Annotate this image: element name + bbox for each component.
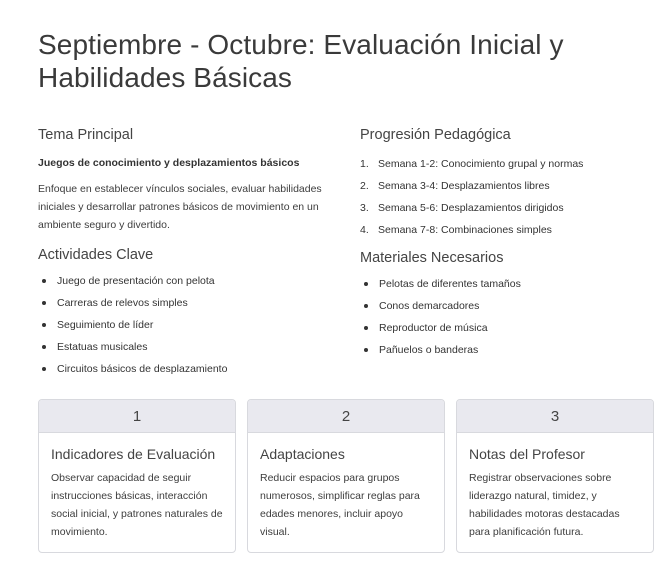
card-title: Adaptaciones — [260, 446, 345, 462]
list-item: Pelotas de diferentes tamaños — [360, 277, 650, 291]
list-item: Seguimiento de líder — [38, 318, 328, 332]
actividades-list — [38, 274, 328, 376]
list-item: 2. Semana 3-4: Desplazamientos libres — [360, 180, 550, 192]
card-adaptaciones — [247, 399, 445, 553]
page-title: Septiembre - Octubre: Evaluación Inicial y Habilidades Básicas — [38, 29, 564, 93]
progresion-heading: Progresión Pedagógica — [360, 127, 511, 143]
tema-principal-description: Enfoque en establecer vínculos sociales, evaluar habilidades iniciales y desarrollar patrones básicos de movimiento en un ambiente seguro y divertido. — [38, 183, 322, 231]
list-item: 1. Semana 1-2: Conocimiento grupal y normas — [360, 158, 584, 170]
card-indicadores — [38, 399, 236, 553]
card-text: Registrar observaciones sobre liderazgo natural, timidez, y habilidades motoras destacadas para planificación futura. — [469, 472, 620, 538]
list-item: 4. Semana 7-8: Combinaciones simples — [360, 224, 552, 236]
card-number: 3 — [457, 400, 653, 433]
materiales-list — [360, 277, 650, 357]
list-item: Juego de presentación con pelota — [38, 274, 328, 288]
card-notas — [456, 399, 654, 553]
materiales-heading: Materiales Necesarios — [360, 250, 504, 266]
card-text: Reducir espacios para grupos numerosos, simplificar reglas para edades menores, incluir apoyo visual. — [260, 472, 420, 538]
left-column — [38, 126, 328, 384]
list-item: 3. Semana 5-6: Desplazamientos dirigidos — [360, 202, 564, 214]
tema-principal-subtitle: Juegos de conocimiento y desplazamientos básicos — [38, 157, 300, 169]
list-item: Conos demarcadores — [360, 299, 650, 313]
cards-row — [38, 399, 654, 553]
tema-principal-heading: Tema Principal — [38, 127, 134, 143]
list-item: Estatuas musicales — [38, 340, 328, 354]
progresion-list — [360, 157, 650, 237]
actividades-clave-heading: Actividades Clave — [38, 247, 154, 263]
list-item: Carreras de relevos simples — [38, 296, 328, 310]
card-title: Notas del Profesor — [469, 446, 585, 462]
card-number: 1 — [39, 400, 235, 433]
card-number: 2 — [248, 400, 444, 433]
list-item: Pañuelos o banderas — [360, 343, 650, 357]
list-item: Circuitos básicos de desplazamiento — [38, 362, 328, 376]
list-item: Reproductor de música — [360, 321, 650, 335]
card-text: Observar capacidad de seguir instrucciones básicas, interacción social inicial, y patrones naturales de movimiento. — [51, 472, 223, 538]
card-title: Indicadores de Evaluación — [51, 446, 216, 462]
right-column — [360, 126, 650, 365]
